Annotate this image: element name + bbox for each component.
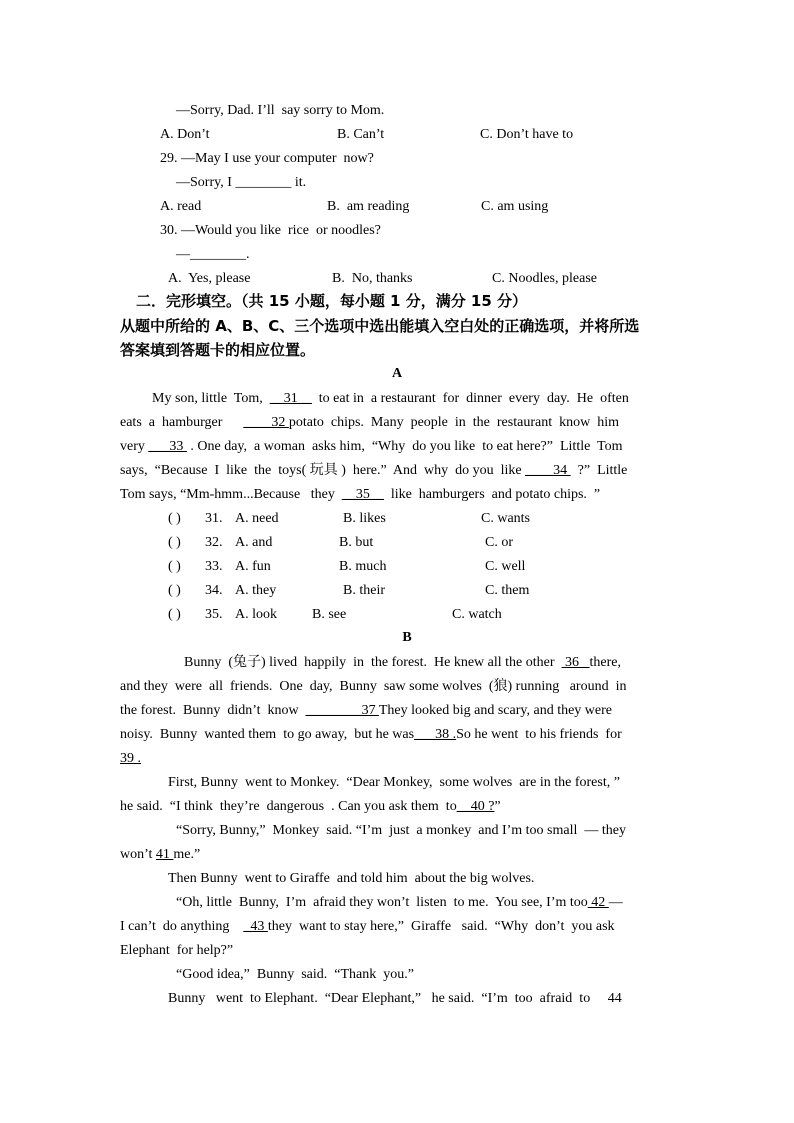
- text: says, “Because I like the toys( 玩具 ) here.” And why do you like: [120, 463, 526, 478]
- text: the forest. Bunny didn’t know: [120, 703, 306, 718]
- option-number: 35.: [205, 607, 223, 622]
- passage-a-line-3: [120, 439, 623, 455]
- section2-instruction-1: 从题中所给的 A、B、C、三个选项中选出能填入空白处的正确选项，并将所选: [120, 317, 640, 335]
- passage-b-line-13: [120, 943, 233, 959]
- answer-paren[interactable]: ( ): [168, 535, 181, 550]
- passage-b-line-12: [120, 919, 615, 935]
- text: there,: [589, 655, 622, 670]
- passage-b-heading: B: [402, 630, 412, 645]
- passage-b-line-14: [176, 967, 414, 983]
- passage-b-line-3: [120, 703, 612, 719]
- answer-paren[interactable]: ( ): [168, 559, 181, 574]
- blank-36: 36: [561, 655, 590, 670]
- text: My son, little Tom,: [152, 391, 270, 406]
- answer-paren[interactable]: ( ): [168, 607, 181, 622]
- text: potato chips. Many people in the restaurant know him: [288, 415, 619, 430]
- text: and they were all friends. One day, Bunny saw some wolves (狼) running around in: [120, 679, 627, 694]
- option-number: 31.: [205, 511, 223, 526]
- option-number: 32.: [205, 535, 223, 550]
- blank-33: ___33: [148, 439, 187, 454]
- text: won’t: [120, 847, 156, 862]
- text: Bunny went to Elephant. “Dear Elephant,” he said. “I’m too afraid to 44: [168, 991, 622, 1006]
- passage-b-line-2: [120, 679, 626, 695]
- q29-question: 29. —May I use your computer now?: [160, 151, 374, 166]
- q29-reply: [176, 175, 306, 191]
- text: very: [120, 439, 149, 454]
- option-c: C. them: [485, 583, 530, 598]
- answer-paren[interactable]: ( ): [168, 511, 181, 526]
- passage-b-line-6: [168, 775, 620, 791]
- q30-option-b: B. No, thanks: [332, 271, 413, 286]
- text: me.”: [173, 847, 201, 862]
- option-number: 34.: [205, 583, 223, 598]
- passage-b-line-8: [176, 823, 626, 839]
- section2-title: 二．完形填空。（共 15 小题，每小题 1 分，满分 15 分）: [136, 292, 528, 310]
- option-c: C. wants: [481, 511, 530, 526]
- blank-42: 42: [587, 895, 609, 910]
- passage-b-line-1: [184, 655, 621, 671]
- text: like hamburgers and potato chips. ”: [383, 487, 601, 502]
- option-b: B. their: [343, 583, 385, 598]
- option-b: B. much: [339, 559, 387, 574]
- text: they want to stay here,” Giraffe said. “Why don’t you ask: [267, 919, 615, 934]
- blank-35: __35__: [341, 487, 384, 502]
- passage-a-line-1: [152, 391, 629, 407]
- blank-34: ____34: [525, 463, 571, 478]
- q29-reply-post: it.: [291, 175, 307, 190]
- q29-reply-pre: —Sorry, I: [176, 175, 236, 190]
- blank-38: ___38 .: [414, 727, 457, 742]
- q30-option-a: A. Yes, please: [168, 271, 251, 286]
- option-c: C. well: [485, 559, 526, 574]
- text: Tom says, “Mm-hmm...Because they: [120, 487, 342, 502]
- blank-37: ________37: [305, 703, 379, 718]
- option-b: B. but: [339, 535, 374, 550]
- passage-b-line-15: [168, 991, 622, 1007]
- blank-43: _43: [243, 919, 268, 934]
- q29-option-c: C. am using: [481, 199, 549, 214]
- q30-reply: —________.: [176, 247, 250, 262]
- text: noisy. Bunny wanted them to go away, but he was: [120, 727, 415, 742]
- q29-option-b: B. am reading: [327, 199, 410, 214]
- option-a: A. need: [235, 511, 279, 526]
- passage-a-heading: A: [391, 366, 403, 381]
- option-number: 33.: [205, 559, 223, 574]
- text: . One day, a woman asks him, “Why do you like to eat here?” Little Tom: [186, 439, 623, 454]
- text: “Good idea,” Bunny said. “Thank you.”: [176, 967, 414, 982]
- passage-b-line-4: [120, 727, 622, 743]
- text: eats a hamburger: [120, 415, 244, 430]
- option-c: C. or: [485, 535, 513, 550]
- passage-a-line-2: [120, 415, 619, 431]
- option-a: A. look: [235, 607, 277, 622]
- section2-instruction-2: 答案填到答题卡的相应位置。: [120, 341, 316, 359]
- passage-b-line-11: [176, 895, 623, 911]
- blank-39: 39 .: [120, 751, 141, 766]
- blank-41: 41: [155, 847, 174, 862]
- passage-b-line-9: [120, 847, 200, 863]
- text: “Oh, little Bunny, I’m afraid they won’t listen to me. You see, I’m too: [176, 895, 588, 910]
- text: ”: [494, 799, 501, 814]
- q30-question: 30. —Would you like rice or noodles?: [160, 223, 381, 238]
- option-b: B. likes: [343, 511, 386, 526]
- text: So he went to his friends for: [456, 727, 622, 742]
- text: Then Bunny went to Giraffe and told him about the big wolves.: [168, 871, 535, 886]
- option-a: A. fun: [235, 559, 271, 574]
- text: Elephant for help?”: [120, 943, 234, 958]
- option-b: B. see: [312, 607, 347, 622]
- q28-option-b: B. Can’t: [337, 127, 385, 142]
- blank-32: ____32: [243, 415, 289, 430]
- option-c: C. watch: [452, 607, 502, 622]
- text: First, Bunny went to Monkey. “Dear Monkey, some wolves are in the forest, ”: [168, 775, 620, 790]
- text: —: [608, 895, 623, 910]
- passage-a-line-4: [120, 463, 627, 479]
- text: ?” Little: [570, 463, 628, 478]
- q29-blank: ________: [235, 175, 292, 190]
- blank-31: __31__: [269, 391, 312, 406]
- q28-reply: —Sorry, Dad. I’ll say sorry to Mom.: [176, 103, 385, 118]
- passage-b-line-5: [120, 751, 141, 767]
- blank-40: __40 ?: [456, 799, 495, 814]
- text: “Sorry, Bunny,” Monkey said. “I’m just a monkey and I’m too small — they: [176, 823, 626, 838]
- passage-a-line-5: [120, 487, 600, 503]
- text: They looked big and scary, and they were: [378, 703, 612, 718]
- passage-b-line-10: [168, 871, 534, 887]
- q30-option-c: C. Noodles, please: [492, 271, 597, 286]
- text: he said. “I think they’re dangerous . Can you ask them to: [120, 799, 457, 814]
- passage-b-line-7: [120, 799, 501, 815]
- q29-option-a: A. read: [160, 199, 202, 214]
- text: to eat in a restaurant for dinner every day. He often: [311, 391, 629, 406]
- text: Bunny (兔子) lived happily in the forest. He knew all the other: [184, 655, 562, 670]
- option-a: A. they: [235, 583, 277, 598]
- option-a: A. and: [235, 535, 273, 550]
- q28-option-c: C. Don’t have to: [480, 127, 574, 142]
- q28-option-a: A. Don’t: [160, 127, 210, 142]
- text: I can’t do anything: [120, 919, 244, 934]
- answer-paren[interactable]: ( ): [168, 583, 181, 598]
